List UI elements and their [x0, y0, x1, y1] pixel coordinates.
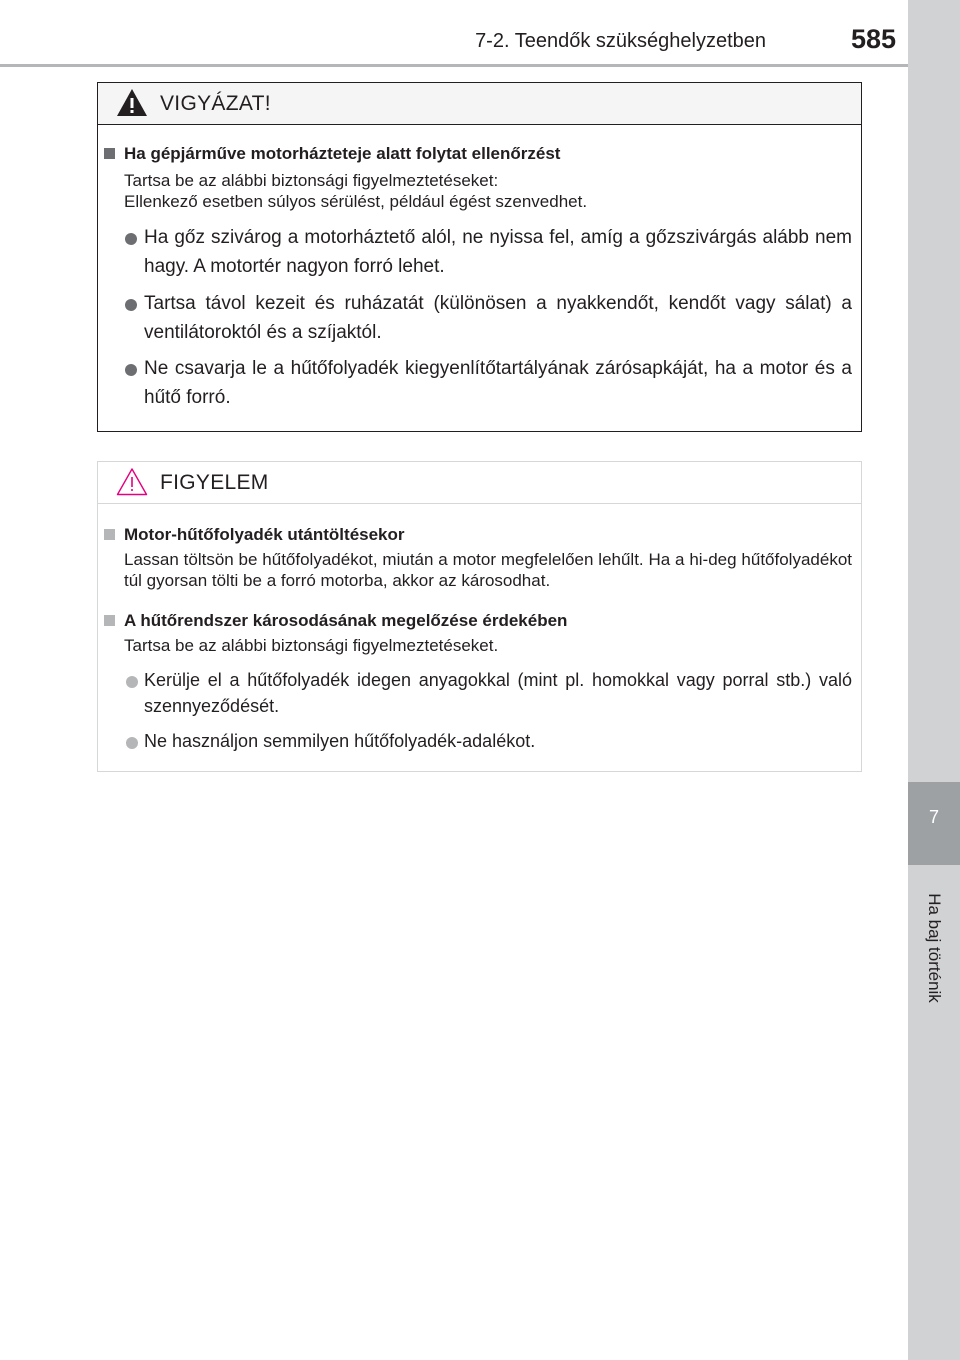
header-section-title: 7-2. Teendők szükséghelyzetben — [475, 30, 766, 52]
chapter-tab[interactable] — [908, 782, 960, 865]
warning-box-header — [98, 83, 861, 125]
section-square-icon — [104, 148, 115, 159]
warning-bullet: Ne csavarja le a hűtőfolyadék kiegyenlítőtartályának zárósapkáját, ha a motor és a hűtő forró. — [144, 358, 852, 408]
section-square-icon — [104, 529, 115, 540]
caution-paragraph: Lassan töltsön be hűtőfolyadékot, miután a motor megfelelően lehűlt. Ha a hi-deg hűtőfolyadékot túl gyorsan tölti be a forró motorba, akkor az károsodhat. — [124, 550, 852, 590]
caution-triangle-icon — [116, 467, 148, 496]
chapter-number: 7 — [928, 807, 939, 827]
warning-box-title: VIGYÁZAT! — [160, 92, 271, 115]
caution-box-header — [98, 462, 861, 504]
bullet-dot-icon — [125, 299, 137, 311]
caution-box — [97, 461, 862, 772]
section-square-icon — [104, 615, 115, 626]
warning-intro-line: Tartsa be az alábbi biztonsági figyelmeztetéseket: — [124, 171, 499, 190]
warning-box — [97, 82, 862, 432]
caution-heading: A hűtőrendszer károsodásának megelőzése érdekében — [124, 611, 568, 630]
header-divider — [0, 64, 908, 67]
warning-intro-line: Ellenkező esetben súlyos sérülést, például égést szenvedhet. — [124, 192, 588, 211]
caution-bullet: Kerülje el a hűtőfolyadék idegen anyagokkal (mint pl. homokkal vagy porral stb.) való szennyeződését. — [144, 670, 852, 716]
warning-bullet: Tartsa távol kezeit és ruházatát (különösen a nyakkendőt, kendőt vagy sálat) a ventilátoroktól és a szíjaktól. — [144, 293, 852, 343]
caution-paragraph: Tartsa be az alábbi biztonsági figyelmeztetéseket. — [124, 636, 499, 655]
caution-box-title: FIGYELEM — [160, 471, 269, 494]
chapter-sidebar — [908, 0, 960, 1360]
warning-heading: Ha gépjárműve motorházteteje alatt folytat ellenőrzést — [124, 144, 561, 163]
warning-bullet: Ha gőz szivárog a motorháztető alól, ne nyissa fel, amíg a gőzszivárgás alább nem hagy. A motortér nagyon forró lehet. — [144, 227, 852, 277]
bullet-dot-icon — [126, 737, 138, 749]
caution-bullet: Ne használjon semmilyen hűtőfolyadék-adalékot. — [144, 731, 536, 751]
bullet-dot-icon — [125, 233, 137, 245]
chapter-title: Ha baj történik — [925, 893, 944, 1003]
bullet-dot-icon — [126, 676, 138, 688]
page-number: 585 — [850, 24, 896, 54]
caution-heading: Motor-hűtőfolyadék utántöltésekor — [124, 525, 405, 544]
warning-triangle-icon — [116, 88, 148, 117]
bullet-dot-icon — [125, 364, 137, 376]
